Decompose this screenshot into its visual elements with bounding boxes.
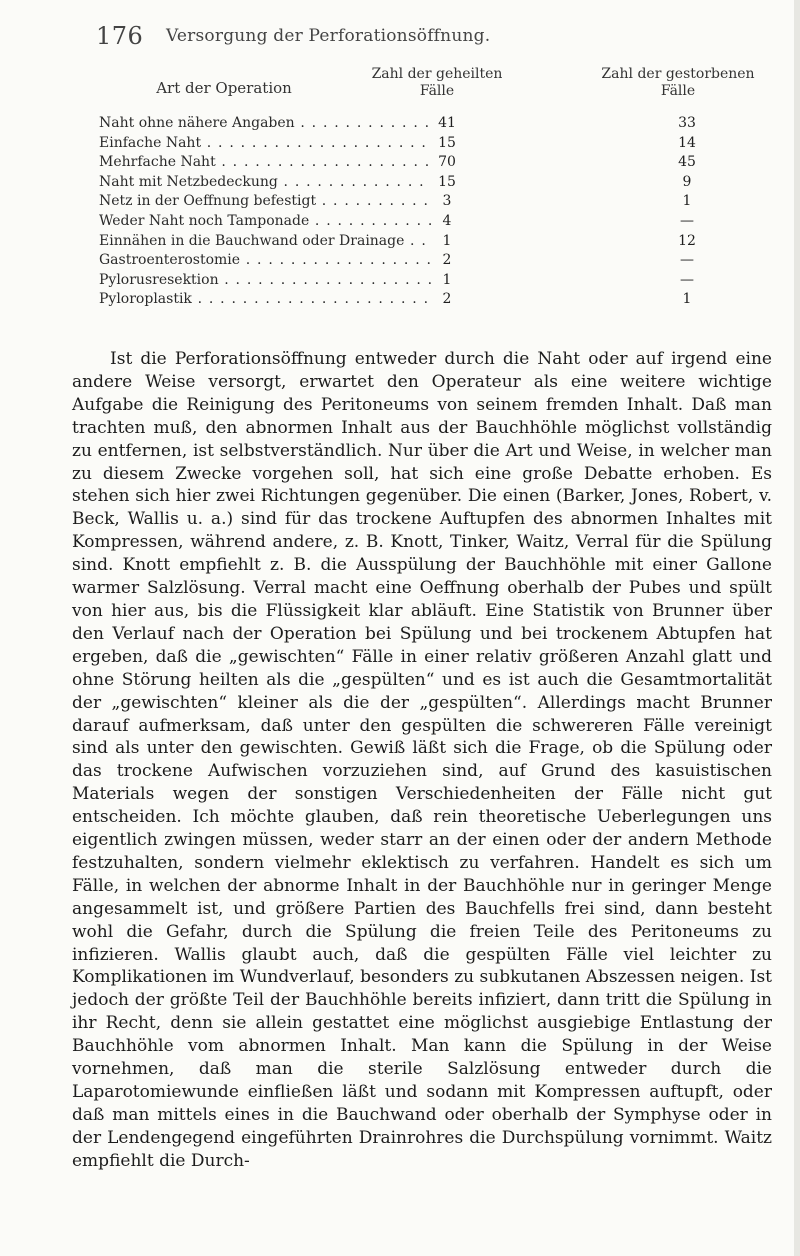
healed-cell: 4 [431, 212, 463, 231]
deceased-cell: 12 [678, 232, 696, 249]
table-rows [99, 114, 767, 310]
healed-cell: 15 [431, 134, 463, 153]
column-header-healed: Zahl der geheilten Fälle [371, 66, 503, 99]
healed-cell: 1 [431, 271, 463, 290]
deceased-cell: 45 [678, 154, 696, 171]
healed-cell: 1 [431, 232, 463, 251]
healed-cell: 2 [431, 251, 463, 270]
table-row [99, 192, 767, 212]
table-row [99, 271, 767, 291]
operation-cell: Netz in der Oeffnung befestigt . . . [99, 192, 439, 211]
column-header-deceased: Zahl der gestorbenen Fälle [601, 66, 755, 99]
operation-cell: Pyloroplastik . . . [99, 290, 439, 309]
operation-cell: Naht mit Netzbedeckung . . . [99, 173, 439, 192]
table-row [99, 153, 767, 173]
healed-cell: 3 [431, 192, 463, 211]
page-header [96, 22, 756, 52]
table-row [99, 173, 767, 193]
operation-statistics-table [99, 66, 767, 342]
table-row [99, 251, 767, 271]
operation-cell: Pylorusresektion . . . [99, 271, 439, 290]
operation-cell: Mehrfache Naht . . . [99, 153, 439, 172]
table-row [99, 290, 767, 310]
running-title: Versorgung der Perforationsöffnung. [166, 26, 491, 46]
operation-cell: Einfache Naht . . . [99, 134, 439, 153]
deceased-cell: — [680, 212, 694, 229]
paragraph: Ist die Perforationsöffnung entweder durch die Naht oder auf irgend eine andere Weise versorgt, erwartet den Operateur als eine weitere wichtige Aufgabe die Reinigung des Peritoneums von seinem fremden Inhalt. Daß man trachten muß, den abnormen Inhalt aus der Bauchhöhle möglichst vollständig zu entfernen, ist selbstverständlich. Nur über die Art und Weise, in welcher man zu diesem Zwecke vorgehen soll, hat sich eine große Debatte erhoben. Es stehen sich hier zwei Richtungen gegenüber. Die einen (Barker, Jones, Robert, v. Beck, Wallis u. a.) sind für das trockene Auftupfen des abnormen Inhaltes mit Kompressen, während andere, z. B. Knott, Tinker, Waitz, Verral für die Spülung sind. Knott empfiehlt z. B. die Ausspülung der Bauchhöhle mit einer Gallone warmer Salzlösung. Verral macht eine Oeffnung oberhalb der Pubes und spült von hier aus, bis die Flüssigkeit klar abläuft. Eine Statistik von Brunner über den Verlauf nach der Operation bei Spülung und bei trockenem Abtupfen hat ergeben, daß die „gewischten“ Fälle in einer relativ größeren Anzahl glatt und ohne Störung heilten als die „gespülten“ und es ist auch die Gesamtmortalität der „gewischten“ kleiner als die der „gespülten“. Allerdings macht Brunner darauf aufmerksam, daß unter den gespülten die schwereren Fälle vereinigt sind als unter den gewischten. Gewiß läßt sich die Frage, ob die Spülung oder das trockene Aufwischen vorzuziehen sind, auf Grund des kasuistischen Materials wegen der sonstigen Verschiedenheiten der Fälle nicht gut entscheiden. Ich möchte glauben, daß rein theoretische Ueberlegungen uns eigentlich zwingen müssen, weder starr an der einen oder der andern Methode festzuhalten, sondern vielmehr eklektisch zu verfahren. Handelt es sich um Fälle, in welchen der abnorme Inhalt in der Bauchhöhle nur in geringer Menge angesammelt ist, und größere Partien des Bauchfells frei sind, dann besteht wohl die Gefahr, durch die Spülung die freien Teile des Peritoneums zu infizieren. Wallis glaubt auch, daß die gespülten Fälle viel leichter zu Komplikationen im Wundverlauf, besonders zu subkutanen Abszessen neigen. Ist jedoch der größte Teil der Bauchhöhle bereits infiziert, dann tritt die Spülung in ihr Recht, denn sie allein gestattet eine möglichst ausgiebige Entlastung der Bauchhöhle vom abnormen Inhalt. Man kann die Spülung in der Weise vornehmen, daß man die sterile Salzlösung entweder durch die Laparotomiewunde einfließen läßt und sodann mit Kompressen auftupft, oder daß man mittels eines in die Bauchwand oder oberhalb der Symphyse oder in der Lendengegend eingeführten Drainrohres die Durchspülung vornimmt. Waitz empfiehlt die Durch- [72, 349, 772, 1171]
body-text [72, 348, 772, 1173]
deceased-cell: 9 [682, 173, 692, 190]
deceased-cell: — [680, 252, 694, 269]
table-row [99, 134, 767, 154]
healed-cell: 70 [431, 153, 463, 172]
operation-cell: Einnähen in die Bauchwand oder Drainage . . . [99, 232, 439, 251]
deceased-cell: 33 [678, 115, 696, 131]
deceased-cell: 1 [682, 193, 692, 210]
deceased-cell: 1 [682, 291, 692, 308]
table-row [99, 232, 767, 252]
page-edge [794, 0, 800, 1256]
column-header-operation: Art der Operation [156, 79, 292, 97]
page-number: 176 [96, 22, 144, 50]
operation-cell: Weder Naht noch Tamponade . . . [99, 212, 439, 231]
deceased-cell: 14 [678, 134, 696, 151]
healed-cell: 15 [431, 173, 463, 192]
table-row [99, 114, 767, 134]
healed-cell: 2 [431, 290, 463, 309]
operation-cell: Gastroenterostomie . . . [99, 251, 439, 270]
table-row [99, 212, 767, 232]
healed-cell: 41 [431, 114, 463, 133]
deceased-cell: — [680, 271, 694, 288]
operation-cell: Naht ohne nähere Angaben . . . [99, 114, 439, 133]
